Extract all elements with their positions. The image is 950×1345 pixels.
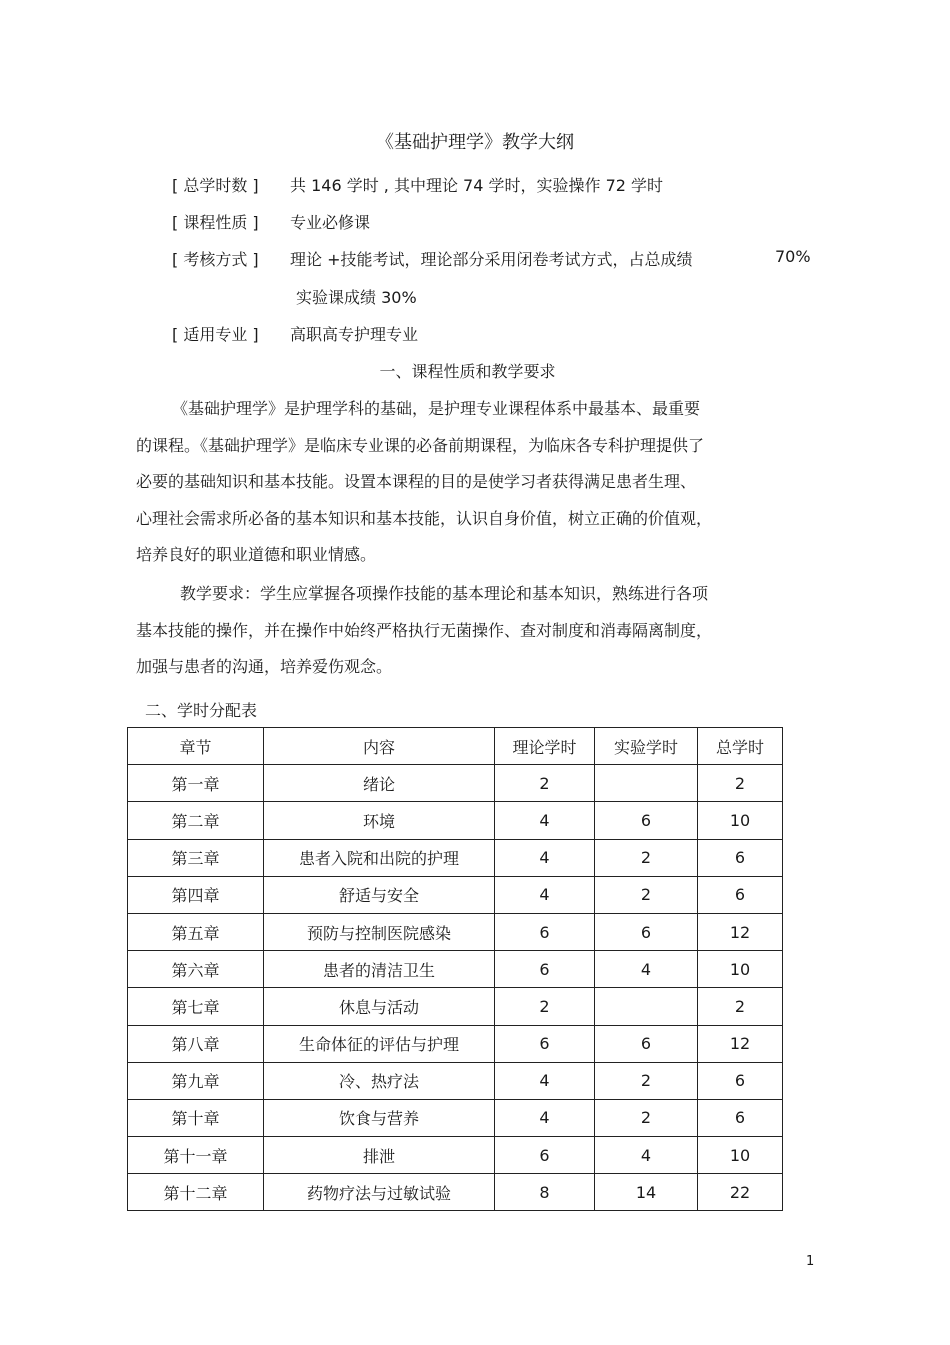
theory-hours-cell: 4 xyxy=(495,876,595,913)
chapter-cell: 第十一章 xyxy=(128,1137,264,1174)
total-hours-cell: 12 xyxy=(698,913,783,950)
meta-value-major: 高职高专护理专业 xyxy=(290,325,419,344)
paragraph-line: 的课程。《基础护理学》是临床专业课的必备前期课程，为临床各专科护理提供了 xyxy=(136,435,705,455)
table-row xyxy=(128,1099,783,1136)
chapter-cell: 第十二章 xyxy=(128,1174,264,1211)
meta-value-assessment-theory-percent: 70% xyxy=(775,247,811,266)
paragraph-line: 培养良好的职业道德和职业情感。 xyxy=(136,545,377,564)
lab-hours-cell: 2 xyxy=(595,839,698,876)
table-row xyxy=(128,988,783,1025)
lab-hours-cell xyxy=(595,988,698,1025)
lab-hours-cell: 6 xyxy=(595,802,698,839)
theory-hours-cell: 4 xyxy=(495,802,595,839)
meta-label-total-hours: [ 总学时数 ] xyxy=(172,176,259,195)
total-hours-cell: 6 xyxy=(698,1062,783,1099)
theory-hours-cell: 4 xyxy=(495,839,595,876)
table-row xyxy=(128,1025,783,1062)
paragraph-line: 加强与患者的沟通，培养爱伤观念。 xyxy=(136,657,393,676)
lab-hours-cell: 2 xyxy=(595,876,698,913)
content-cell: 患者的清洁卫生 xyxy=(264,951,495,988)
meta-label-course-nature: [ 课程性质 ] xyxy=(172,213,259,232)
meta-value-course-nature: 专业必修课 xyxy=(290,213,371,232)
header-lab-hours: 实验学时 xyxy=(595,728,698,765)
lab-hours-cell xyxy=(595,765,698,802)
table-row xyxy=(128,951,783,988)
total-hours-cell: 6 xyxy=(698,1099,783,1136)
meta-value-total-hours: 共 146 学时 , 其中理论 74 学时，实验操作 72 学时 xyxy=(290,176,664,195)
lab-hours-cell: 4 xyxy=(595,1137,698,1174)
total-hours-cell: 2 xyxy=(698,988,783,1025)
table-row xyxy=(128,765,783,802)
hours-allocation-table xyxy=(127,727,783,1211)
theory-hours-cell: 4 xyxy=(495,1099,595,1136)
paragraph-line: 必要的基础知识和基本技能。设置本课程的目的是使学习者获得满足患者生理、 xyxy=(136,472,697,491)
chapter-cell: 第六章 xyxy=(128,951,264,988)
table-row xyxy=(128,1137,783,1174)
theory-hours-cell: 6 xyxy=(495,1137,595,1174)
lab-hours-cell: 2 xyxy=(595,1062,698,1099)
content-cell: 环境 xyxy=(264,802,495,839)
content-cell: 患者入院和出院的护理 xyxy=(264,839,495,876)
paragraph-line: 《基础护理学》是护理学科的基础，是护理专业课程体系中最基本、最重要 xyxy=(172,399,701,418)
table-row xyxy=(128,802,783,839)
paragraph-line: 教学要求：学生应掌握各项操作技能的基本理论和基本知识，熟练进行各项 xyxy=(180,584,709,603)
header-chapter: 章节 xyxy=(128,728,264,765)
lab-hours-cell: 6 xyxy=(595,1025,698,1062)
lab-hours-cell: 14 xyxy=(595,1174,698,1211)
chapter-cell: 第十章 xyxy=(128,1099,264,1136)
meta-label-major: [ 适用专业 ] xyxy=(172,325,259,344)
total-hours-cell: 12 xyxy=(698,1025,783,1062)
table-row xyxy=(128,1062,783,1099)
paragraph-line: 基本技能的操作，并在操作中始终严格执行无菌操作、查对制度和消毒隔离制度， xyxy=(136,620,713,640)
chapter-cell: 第二章 xyxy=(128,802,264,839)
chapter-cell: 第五章 xyxy=(128,913,264,950)
content-cell: 生命体征的评估与护理 xyxy=(264,1025,495,1062)
chapter-cell: 第四章 xyxy=(128,876,264,913)
document-title: 《基础护理学》教学大纲 xyxy=(376,132,574,153)
chapter-cell: 第一章 xyxy=(128,765,264,802)
total-hours-cell: 6 xyxy=(698,839,783,876)
content-cell: 休息与活动 xyxy=(264,988,495,1025)
total-hours-cell: 6 xyxy=(698,876,783,913)
content-cell: 舒适与安全 xyxy=(264,876,495,913)
meta-value-assessment-lab-percent: 实验课成绩 30% xyxy=(296,288,417,307)
theory-hours-cell: 6 xyxy=(495,1025,595,1062)
total-hours-cell: 22 xyxy=(698,1174,783,1211)
table-row xyxy=(128,839,783,876)
lab-hours-cell: 6 xyxy=(595,913,698,950)
meta-value-assessment: 理论 +技能考试，理论部分采用闭卷考试方式，占总成绩 xyxy=(290,250,693,269)
total-hours-cell: 10 xyxy=(698,1137,783,1174)
theory-hours-cell: 6 xyxy=(495,913,595,950)
page-number: 1 xyxy=(806,1254,815,1269)
theory-hours-cell: 4 xyxy=(495,1062,595,1099)
paragraph-teaching-requirements xyxy=(136,576,796,686)
table-row xyxy=(128,1174,783,1211)
paragraph-line: 心理社会需求所必备的基本知识和基本技能，认识自身价值，树立正确的价值观， xyxy=(136,508,713,528)
paragraph-course-nature xyxy=(136,391,796,574)
theory-hours-cell: 8 xyxy=(495,1174,595,1211)
content-cell: 预防与控制医院感染 xyxy=(264,913,495,950)
total-hours-cell: 2 xyxy=(698,765,783,802)
content-cell: 冷、热疗法 xyxy=(264,1062,495,1099)
lab-hours-cell: 2 xyxy=(595,1099,698,1136)
meta-label-assessment: [ 考核方式 ] xyxy=(172,250,259,269)
chapter-cell: 第九章 xyxy=(128,1062,264,1099)
content-cell: 绪论 xyxy=(264,765,495,802)
header-theory-hours: 理论学时 xyxy=(495,728,595,765)
table-row xyxy=(128,876,783,913)
section-heading-nature: 一、课程性质和教学要求 xyxy=(379,362,556,381)
content-cell: 药物疗法与过敏试验 xyxy=(264,1174,495,1211)
header-total-hours: 总学时 xyxy=(698,728,783,765)
chapter-cell: 第三章 xyxy=(128,839,264,876)
total-hours-cell: 10 xyxy=(698,802,783,839)
header-content: 内容 xyxy=(264,728,495,765)
lab-hours-cell: 4 xyxy=(595,951,698,988)
theory-hours-cell: 2 xyxy=(495,988,595,1025)
chapter-cell: 第七章 xyxy=(128,988,264,1025)
content-cell: 排泄 xyxy=(264,1137,495,1174)
section-heading-hours: 二、学时分配表 xyxy=(145,701,258,720)
theory-hours-cell: 2 xyxy=(495,765,595,802)
theory-hours-cell: 6 xyxy=(495,951,595,988)
content-cell: 饮食与营养 xyxy=(264,1099,495,1136)
total-hours-cell: 10 xyxy=(698,951,783,988)
chapter-cell: 第八章 xyxy=(128,1025,264,1062)
table-header-row xyxy=(128,728,783,765)
table-row xyxy=(128,913,783,950)
